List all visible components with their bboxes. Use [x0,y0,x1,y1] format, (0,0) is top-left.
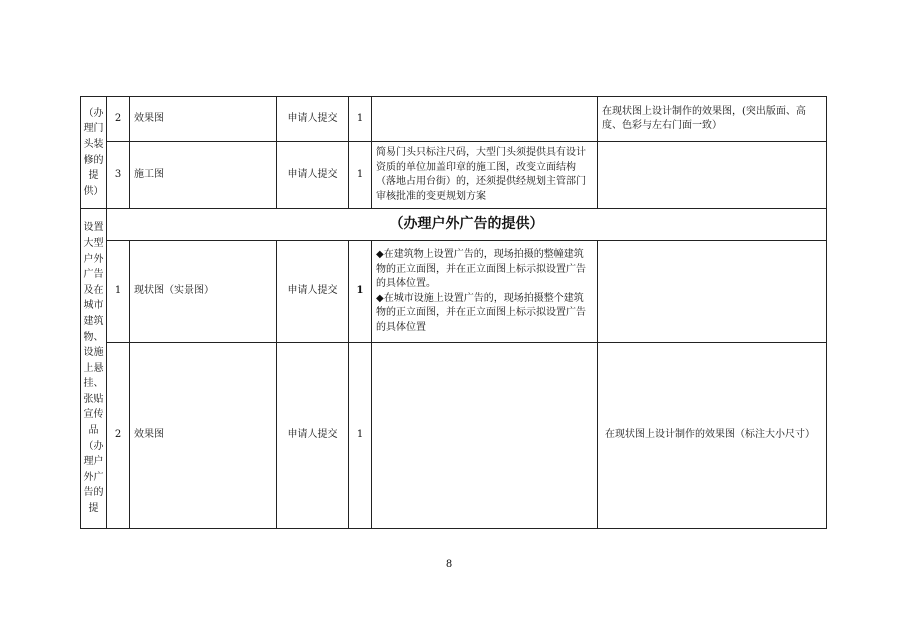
remark [372,97,598,142]
requirements-table [80,96,827,529]
copies: 1 [349,241,372,343]
table-row [81,241,827,343]
remark [372,343,598,529]
material-name: 效果图 [130,97,277,142]
row-number: 2 [107,97,130,142]
submitter: 申请人提交 [277,97,349,142]
category-cell: 设置大型户外广告及在城市建筑物、设施上悬挂、张贴宣传品（办理户外广告的提 [81,209,107,529]
row-number: 3 [107,142,130,209]
table-row [81,343,827,529]
copies: 1 [349,97,372,142]
remark-item: ◆在城市设施上设置广告的，现场拍摄整个建筑物的正立面图，并在正立面图上标示拟设置广告的具体位置 [376,292,586,333]
remark-item: ◆在建筑物上设置广告的，现场拍摄的整幢建筑物的正立面图，并在正立面图上标示拟设置广告的具体位置。 [376,249,586,289]
row-number: 1 [107,241,130,343]
copies: 1 [349,142,372,209]
copies: 1 [349,343,372,529]
remark: 简易门头只标注尺码，大型门头须提供具有设计资质的单位加盖印章的施工图，改变立面结构（落地占用台街）的，还须提供经规划主管部门审核批准的变更规划方案 [372,142,598,209]
table-row [81,209,827,241]
description [598,142,827,209]
row-number: 2 [107,343,130,529]
table-row [81,142,827,209]
submitter: 申请人提交 [277,241,349,343]
category-cell: （办理门头装修的提供） [81,97,107,209]
table-row [81,97,827,142]
material-name: 现状图（实景图） [130,241,277,343]
material-name: 效果图 [130,343,277,529]
section-title: （办理户外广告的提供） [107,209,827,241]
description [598,241,827,343]
material-name: 施工图 [130,142,277,209]
submitter: 申请人提交 [277,343,349,529]
description: 在现状图上设计制作的效果图（标注大小尺寸） [598,343,827,529]
page-number: 8 [445,559,453,570]
remark [372,241,598,343]
description: 在现状图上设计制作的效果图，(突出版面、高度、色彩与左右门面一致） [598,97,827,142]
submitter: 申请人提交 [277,142,349,209]
